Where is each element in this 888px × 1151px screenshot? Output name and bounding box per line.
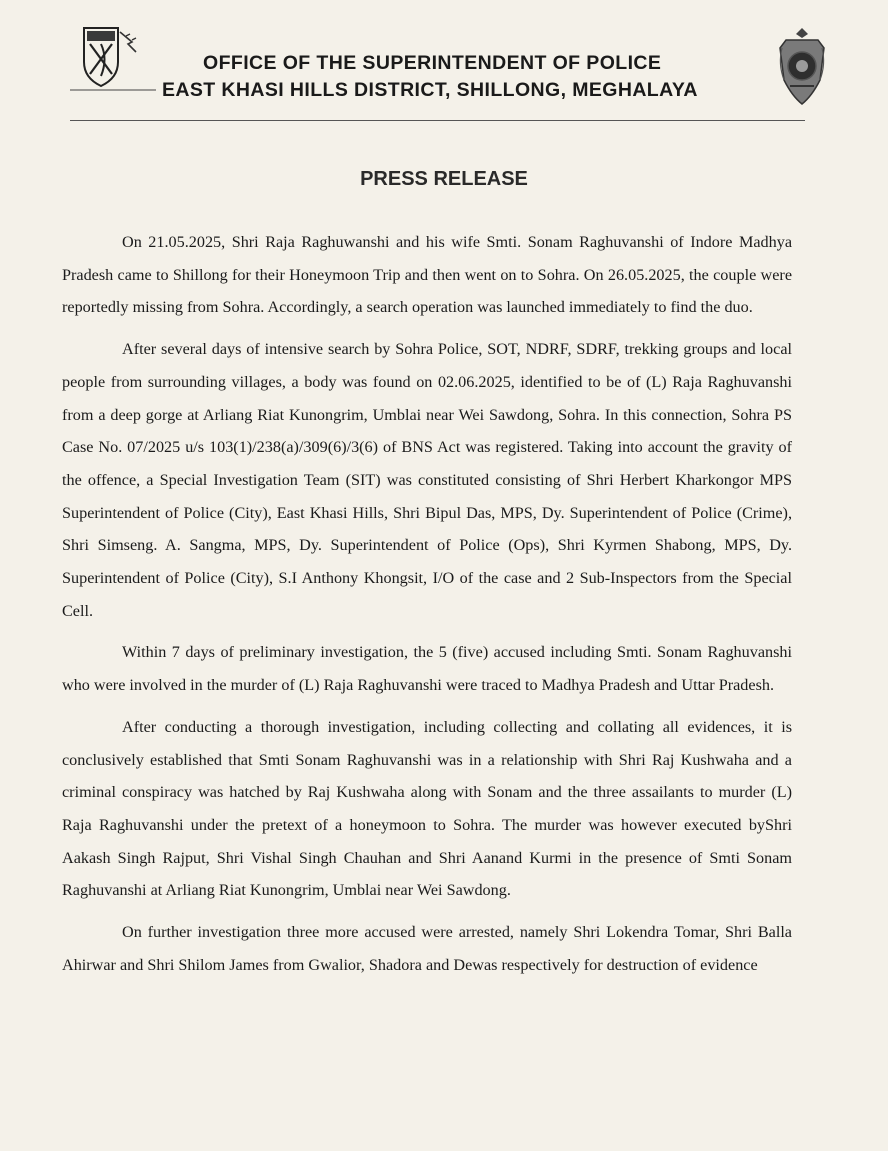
header-divider (70, 120, 805, 121)
paragraph-3: Within 7 days of preliminary investigation, the 5 (five) accused including Smti. Sonam Raghuvanshi who were involved in the murder of (L) Raja Raghuvanshi were traced to Madhya Pradesh and Uttar Pradesh. (62, 643, 792, 695)
police-badge-emblem-icon (772, 24, 832, 108)
document-title: PRESS RELEASE (360, 168, 528, 190)
paragraph-4: After conducting a thorough investigation, including collecting and collating all evidences, it is conclusively established that Smti Sonam Raghuvanshi was in a relationship with Shri Raj Kushwaha and a criminal conspiracy was hatched by Raj Kushwaha along with Sonam and the three assailants to murder (L) Raja Raghuvanshi under the pretext of a honeymoon to Sohra. The murder was however executed byShri Aakash Singh Rajput, Shri Vishal Singh Chauhan and Shri Aanand Kurmi in the presence of Smti Sonam Raghuvanshi at Arliang Riat Kunongrim, Umblai near Wei Sawdong. (62, 717, 792, 900)
paragraph-5: On further investigation three more accused were arrested, namely Shri Lokendra Tomar, Shri Balla Ahirwar and Shri Shilom James from Gwalior, Shadora and Dewas respectively for destruction of evidence (62, 923, 792, 974)
office-title: OFFICE OF THE SUPERINTENDENT OF POLICE (203, 52, 662, 74)
district-title: EAST KHASI HILLS DISTRICT, SHILLONG, MEGHALAYA (162, 79, 698, 101)
police-shield-emblem-icon (70, 22, 156, 92)
press-release-body (62, 226, 792, 990)
paragraph-1: On 21.05.2025, Shri Raja Raghuwanshi and his wife Smti. Sonam Raghuvanshi of Indore Madhya Pradesh came to Shillong for their Honeymoon Trip and then went on to Sohra. On 26.05.2025, the couple were reportedly missing from Sohra. Accordingly, a search operation was launched immediately to find the duo. (62, 233, 792, 317)
paragraph-2: After several days of intensive search by Sohra Police, SOT, NDRF, SDRF, trekking groups and local people from surrounding villages, a body was found on 02.06.2025, identified to be of (L) Raja Raghuvanshi from a deep gorge at Arliang Riat Kunongrim, Umblai near Wei Sawdong, Sohra. In this connection, Sohra PS Case No. 07/2025 u/s 103(1)/238(a)/309(6)/3(6) of BNS Act was registered. Taking into account the gravity of the offence, a Special Investigation Team (SIT) was constituted consisting of Shri Herbert Kharkongor MPS Superintendent of Police (City), East Khasi Hills, Shri Bipul Das, MPS, Dy. Superintendent of Police (Crime), Shri Simseng. A. Sangma, MPS, Dy. Superintendent of Police (Ops), Shri Kyrmen Shabong, MPS, Dy. Superintendent of Police (City), S.I Anthony Khongsit, I/O of the case and 2 Sub-Inspectors from the Special Cell. (62, 340, 792, 620)
